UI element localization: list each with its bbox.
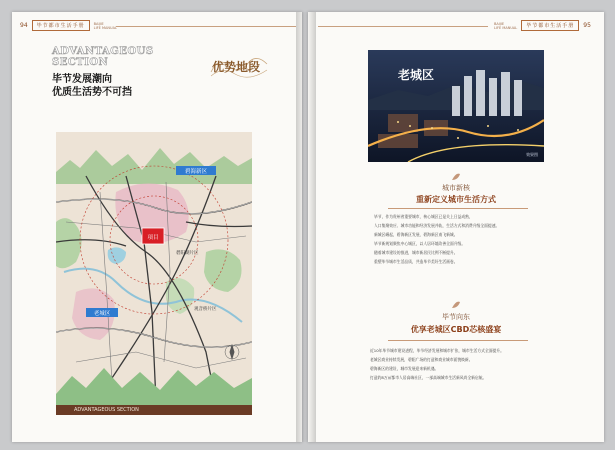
header-title: 毕节都市生活手册 [32,20,90,31]
leaf-ornament-icon [451,300,461,310]
section-title-en-2: SECTION [52,57,109,68]
park-left [56,218,82,268]
leaf-ornament-icon [451,172,461,182]
section1-kicker: 城市新核 [442,184,470,192]
section2-title: 优享老城区CBD芯核盛宴 [410,325,502,334]
headline-line-2: 优质生活势不可挡 [52,87,132,98]
section1-rule [388,208,528,209]
lake [108,247,126,264]
headline [52,73,132,99]
section1-line: 人口集聚效应、城市功能和经济发展并轨，生活方式和消费升级全面提速。 [374,223,500,228]
right-header-sub [494,22,517,30]
right-header-sub-1: BAIJIE [494,21,505,26]
header-rule [116,26,296,27]
label-project: 项目 [147,235,159,241]
location-map [56,132,252,412]
label-right-area: 碧阳湖片区 [176,251,199,256]
section1-body [374,212,542,266]
section1-title: 重新定义城市生活方式 [416,195,496,204]
label-lower-area: 观音桥片区 [194,307,217,312]
photo-title: 老城区 [398,68,435,82]
map-footer: ADVANTAGEOUS SECTION [56,405,252,415]
section1-line: 随着城市建设的推进，城市新居民比例不断提升。 [374,250,458,255]
section2-body [370,346,538,382]
header-sub-2: LIFE MANUAL [93,25,117,30]
aerial-photo [368,50,544,162]
right-page-number: 95 [583,22,591,29]
section1-line: 重塑毕节城市生活品质，共造毕节美好生活画卷。 [374,259,458,264]
section1-line: 毕节，作为贵州省重要城市，核心城区已是关上日益成熟， [374,214,473,219]
right-header-sub-2: LIFE MANUAL [494,25,518,30]
left-header [20,20,117,31]
section2-line: 碧海新区的建设，城市发展迎来新机遇。 [370,366,439,371]
header-sub-1: BAIJIE [93,21,104,26]
left-page [12,12,302,442]
section1-line: 新城区崛起，碧海新区发展，碧海新区南飞新城。 [374,232,458,237]
park-right [204,249,242,292]
right-page [308,12,604,442]
photo-caption: 效果图 [526,152,538,157]
section2-line: 老城区商业持续发展，碧阳广场的打造和商业城市面貌焕新。 [370,357,473,362]
book-spine [296,12,316,442]
section2-kicker: 毕节向东 [442,313,470,321]
section-stamp: 优势地段 [212,60,261,74]
headline-line-1: 毕节发展潮向 [52,74,112,85]
header-sub [94,22,117,30]
section1-line: 毕节新规划聚焦中心城区，以人居环境改善全面升级。 [374,241,466,246]
section-title-en-1: ADVANTAGEOUS [52,46,154,57]
map-graphic [56,132,252,412]
right-header-title: 毕节都市生活手册 [521,20,579,31]
label-new-district: 碧海新区 [184,169,208,175]
aerial-render [368,50,544,162]
section2-rule [388,340,528,341]
section2-line: 打造约8万㎡都市人居高端社区，一部高端城市生活新风尚全新启航。 [370,375,487,380]
label-old-city: 老城区 [93,311,111,317]
section-title-en [52,46,172,68]
section2-line: 近10年毕节城市建设进程，毕节经济发展和城市扩张，城市生活方式全面提升。 [370,348,504,353]
right-header-rule [318,26,488,27]
page-number: 94 [20,22,28,29]
right-header [494,20,591,31]
